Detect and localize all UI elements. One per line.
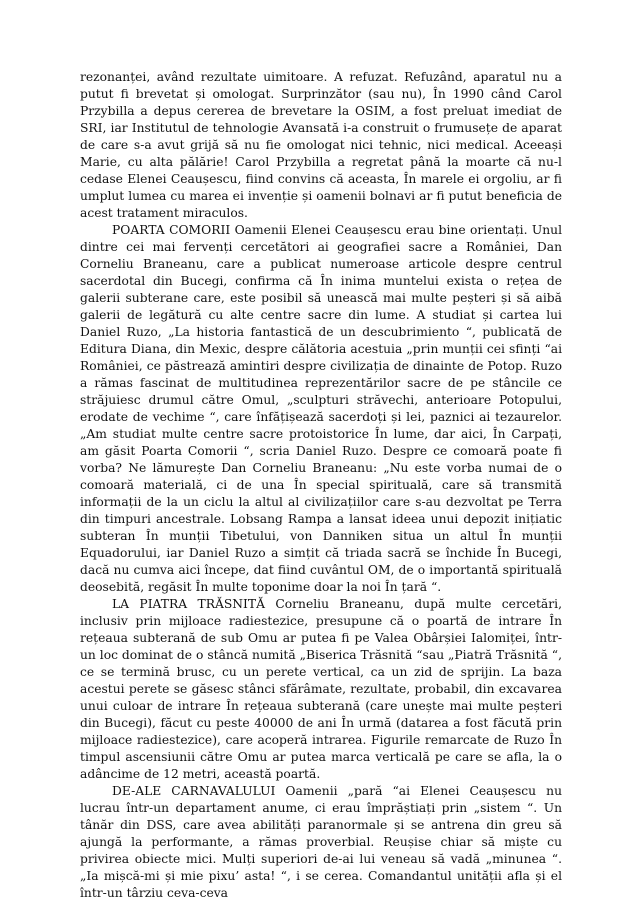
- paragraph-piatra-trasnita: LA PIATRA TRĂSNITĂ Corneliu Braneanu, după multe cercetări, inclusiv prin mijloace radiestezice, presupune că o poartă de intrare În rețeaua subterană de sub Omu ar putea fi pe Valea Obârșiei Ialomiței, într-un loc dominat de o stâncă numită „Biserica Trăsnită “sau „Piatră Trăsnită “, ce se termină brusc, cu un perete vertical, ca un zid de sprijin. La baza acestui perete se găsesc stânci sfărâmate, rezultate, probabil, din excavarea unui culoar de intrare În rețeaua subterană (care unește mai multe peșteri din Bucegi), făcut cu peste 40000 de ani În urmă (datarea a fost făcută prin mijloace radiestezice), care acoperă intrarea. Figurile remarcate de Ruzo În timpul ascensiunii către Omu ar putea marca verticală pe care se afla, la o adâncime de 12 metri, această poartă.: [80, 597, 562, 781]
- paragraph-poarta-comorii: POARTA COMORII Oamenii Elenei Ceaușescu erau bine orientați. Unul dintre cei mai fervenți cercetători ai geografiei sacre a României, Dan Corneliu Braneanu, care a publicat numeroase articole despre centrul sacerdotal din Bucegi, confirma că În inima muntelui exista o rețea de galerii subterane care, este posibil să unească mai multe peșteri și să aibă galerii de legătură cu alte centre sacre din lume. A studiat și cartea lui Daniel Ruzo, „La historia fantastică de un descubrimiento “, publicată de Editura Diana, din Mexic, despre călătoria acestuia „prin munții cei sfinți “ai României, ce păstrează amintiri despre civilizația de dinainte de Potop. Ruzo a rămas fascinat de multitudinea reprezentărilor sacre de pe stâncile ce străjuiesc drumul către Omul, „sculpturi străvechi, anterioare Potopului, erodate de vechime “, care înfățișează sacerdoți și lei, paznici ai tezaurelor. „Am studiat multe centre sacre protoistorice În lume, dar aici, În Carpați, am găsit Poarta Comorii “, scria Daniel Ruzo. Despre ce comoară poate fi vorba? Ne lămurește Dan Corneliu Braneanu: „Nu este vorba numai de o comoară materială, ci de una În special spirituală, care să transmită informații de la un ciclu la altul al civilizațiilor care s-au dezvoltat pe Terra din timpuri ancestrale. Lobsang Rampa a lansat ideea unui depozit inițiatic subteran În munții Tibetului, von Danniken situa un altul În munții Equadorului, iar Daniel Ruzo a simțit că triada sacră se închide În Bucegi, dacă nu cumva aici începe, dat fiind cuvântul OM, de o importantă spirituală deosebită, regăsit În multe toponime doar la noi În țară “.: [80, 223, 562, 594]
- paragraph-carnavalului: DE-ALE CARNAVALULUI Oamenii „pară “ai Elenei Ceaușescu nu lucrau într-un departament anume, ci erau împrăștiați prin „sistem “. Un tânăr din DSS, care avea abilități paranormale și se antrena din greu să ajungă la performante, a rămas proverbial. Reușise chiar să miște cu privirea obiecte mici. Mulți superiori de-ai lui veneau să vadă „minunea “. „Ia mișcă-mi și mie pixu’ asta! “, i se cerea. Comandantul unității afla și el într-un târziu ceva-ceva: [80, 784, 562, 900]
- paragraph-continuation: rezonanței, având rezultate uimitoare. A refuzat. Refuzând, aparatul nu a putut fi brevetat și omologat. Surprinzător (sau nu), În 1990 când Carol Przybilla a depus cererea de brevetare la OSIM, a fost preluat imediat de SRI, iar Institutul de tehnologie Avansată i-a construit o frumusețe de aparat de care s-a avut grijă să nu fie omologat nici tehnic, nici medical. Aceeași Marie, cu alta pălărie! Carol Przybilla a regretat până la moarte că nu-l cedase Elenei Ceaușescu, fiind convins că aceasta, În marele ei orgoliu, ar fi umplut lumea cu marea ei invenție și oamenii bolnavi ar fi putut beneficia de acest tratament miraculos.: [80, 70, 562, 220]
- document-body: [80, 69, 562, 902]
